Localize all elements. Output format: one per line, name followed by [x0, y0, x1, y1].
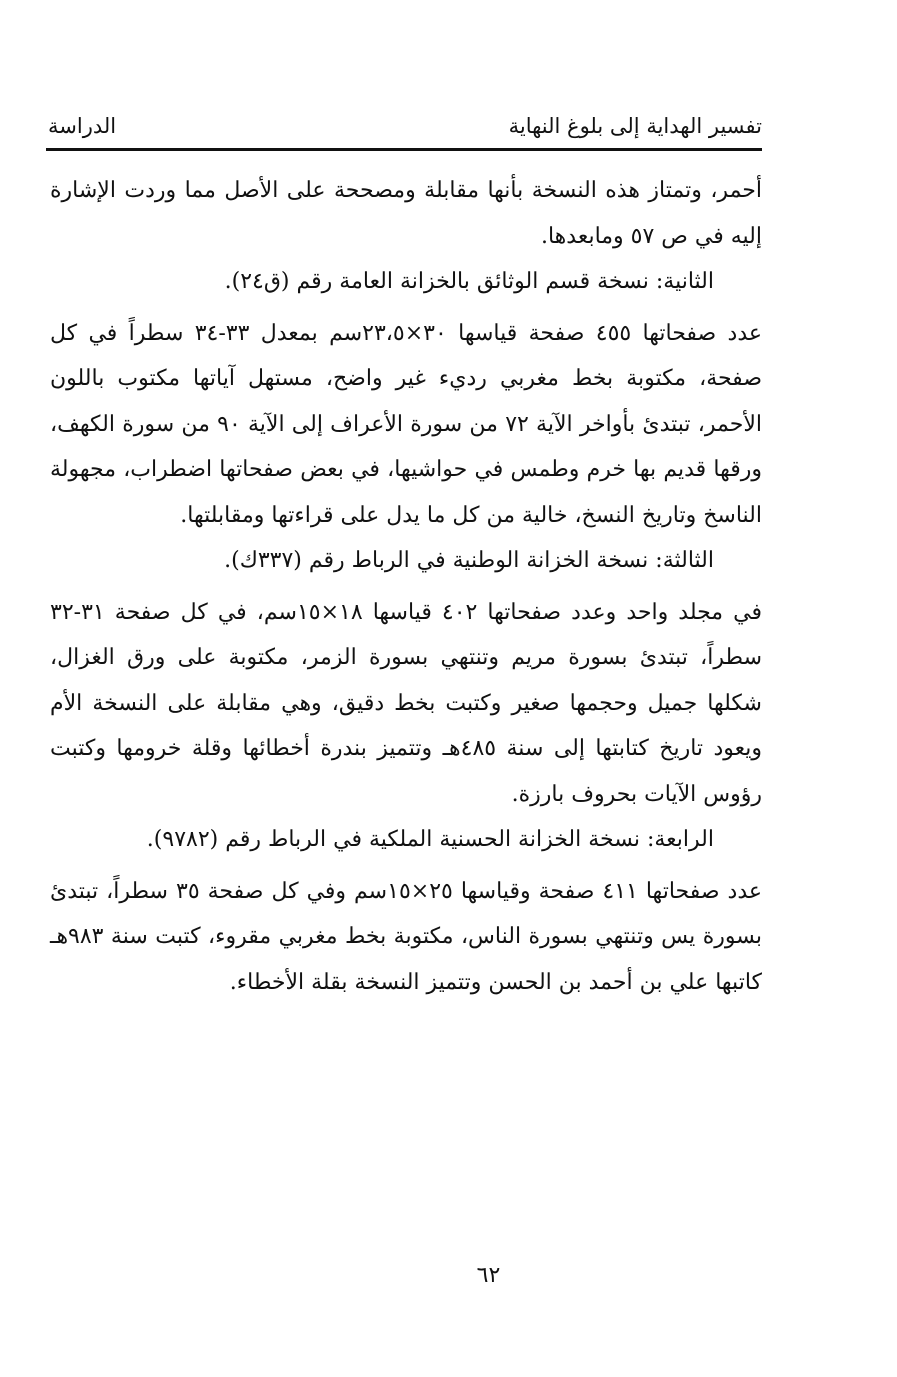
manuscript-description-fourth: عدد صفحاتها ٤١١ صفحة وقياسها ٢٥×١٥سم وفي كل صفحة ٣٥ سطراً، تبتدئ بسورة يس وتنتهي بسورة الناس، مكتوبة بخط مغربي مقروء، كتبت سنة ٩٨٣هـ كاتبها علي بن أحمد بن الحسن وتتميز النسخة بقلة الأخطاء. [50, 878, 763, 995]
paragraph-continuation: أحمر، وتمتاز هذه النسخة بأنها مقابلة ومصححة على الأصل مما وردت الإشارة إليه في ص ٥٧ ومابعدها. [50, 178, 762, 249]
manuscript-heading-second: الثانية: نسخة قسم الوثائق بالخزانة العامة رقم (ق٢٤). [224, 269, 714, 294]
running-header [48, 106, 762, 146]
header-divider [46, 148, 762, 151]
manuscript-heading-third: الثالثة: نسخة الخزانة الوطنية في الرباط رقم (٣٣٧ك). [224, 548, 714, 573]
book-title: تفسير الهداية إلى بلوغ النهاية [508, 114, 762, 138]
manuscript-heading-fourth: الرابعة: نسخة الخزانة الحسنية الملكية في الرباط رقم (٩٧٨٢). [146, 827, 714, 852]
manuscript-description-third: في مجلد واحد وعدد صفحاتها ٤٠٢ قياسها ١٨×١٥سم، في كل صفحة ٣١-٣٢ سطراً، تبتدئ بسورة مريم وتنتهي بسورة الزمر، مكتوبة على ورق الغزال، شكلها جميل وحجمها صغير وكتبت بخط دقيق، وهي مقابلة على النسخة الأم ويعود تاريخ كتابتها إلى سنة ٤٨٥هـ وتتميز بندرة أخطائها وقلة خرومها وكتبت رؤوس الآيات بحروف بارزة. [50, 599, 763, 807]
section-title: الدراسة [48, 114, 117, 138]
page-number: ٦٢ [476, 1263, 501, 1288]
body-text [50, 168, 762, 1005]
manuscript-description-second: عدد صفحاتها ٤٥٥ صفحة قياسها ٣٠×٢٣،٥سم بمعدل ٣٣-٣٤ سطراً في كل صفحة، مكتوبة بخط مغربي رديء غير واضح، مستهل آياتها مكتوب باللون الأحمر، تبتدئ بأواخر الآية ٧٢ من سورة الأعراف إلى الآية ٩٠ من سورة الكهف، ورقها قديم بها خرم وطمس في حواشيها، في بعض صفحاتها اضطراب، مجهولة الناسخ وتاريخ النسخ، خالية من كل ما يدل على قراءتها ومقابلتها. [50, 320, 763, 528]
